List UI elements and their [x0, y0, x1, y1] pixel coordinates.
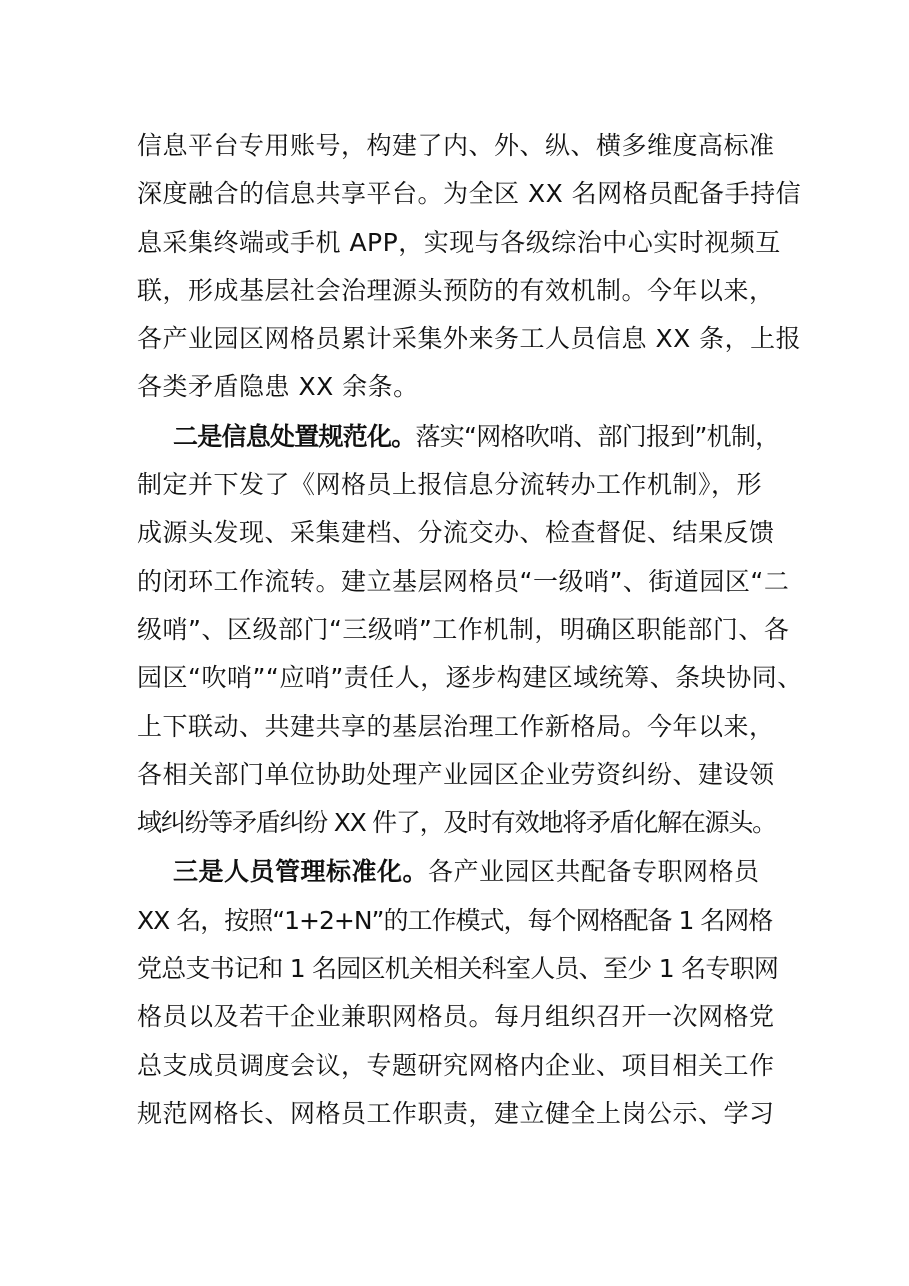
text-line: 深度融合的信息共享平台。为全区 XX 名网格员配备手持信 — [137, 179, 802, 209]
heading-continuation: 各产业园区共配备专职网格员 — [428, 857, 760, 887]
text-line — [137, 413, 779, 461]
text-line: 各类矛盾隐患 XX 余条。 — [137, 372, 419, 402]
text-line: 党总支书记和 1 名园区机关相关科室人员、至少 1 名专职网 — [137, 954, 779, 984]
text-line: 各产业园区网格员累计采集外来务工人员信息 XX 条，上报 — [137, 324, 802, 354]
text-line — [137, 848, 779, 896]
text-line: 制定并下发了《网格员上报信息分流转办工作机制》，形 — [137, 470, 763, 500]
text-line: 联，形成基层社会治理源头预防的有效机制。今年以来， — [137, 275, 775, 305]
section-heading: 二是信息处置规范化。 — [173, 421, 416, 451]
text-line: 息采集终端或手机 APP，实现与各级综治中心实时视频互 — [137, 227, 781, 257]
heading-continuation: 落实“网格吹哨、部门报到”机制， — [415, 421, 780, 451]
text-line: 级哨”、区级部门“三级哨”工作机制，明确区职能部门、各 — [137, 614, 790, 644]
paragraph-info-handling — [137, 413, 803, 848]
text-line: 格员以及若干企业兼职网格员。每月组织召开一次网格党 — [137, 1002, 775, 1032]
text-line: 园区“吹哨”“应哨”责任人，逐步构建区域统筹、条块协同、 — [137, 663, 803, 693]
text-line: 上下联动、共建共享的基层治理工作新格局。今年以来， — [137, 711, 775, 741]
section-heading: 三是人员管理标准化。 — [173, 857, 429, 887]
text-line: 信息平台专用账号，构建了内、外、纵、横多维度高标准 — [137, 131, 775, 160]
text-line: 域纠纷等矛盾纠纷 XX 件了，及时有效地将矛盾化解在源头。 — [137, 808, 776, 838]
text-line: 各相关部门单位协助处理产业园区企业劳资纠纷、建设领 — [137, 759, 775, 789]
text-line: 的闭环工作流转。建立基层网格员“一级哨”、街道园区“二 — [137, 566, 790, 596]
text-line: XX 名，按照“1+2+N”的工作模式，每个网格配备 1 名网格 — [137, 905, 773, 935]
text-line: 规范网格长、网格员工作职责，建立健全上岗公示、学习 — [137, 1098, 775, 1128]
text-line: 成源头发现、采集建档、分流交办、检查督促、结果反馈 — [137, 518, 775, 548]
paragraph-info-platform — [137, 122, 802, 412]
paragraph-staff-management — [137, 848, 779, 1138]
text-line: 总支成员调度会议，专题研究网格内企业、项目相关工作 — [137, 1050, 775, 1080]
